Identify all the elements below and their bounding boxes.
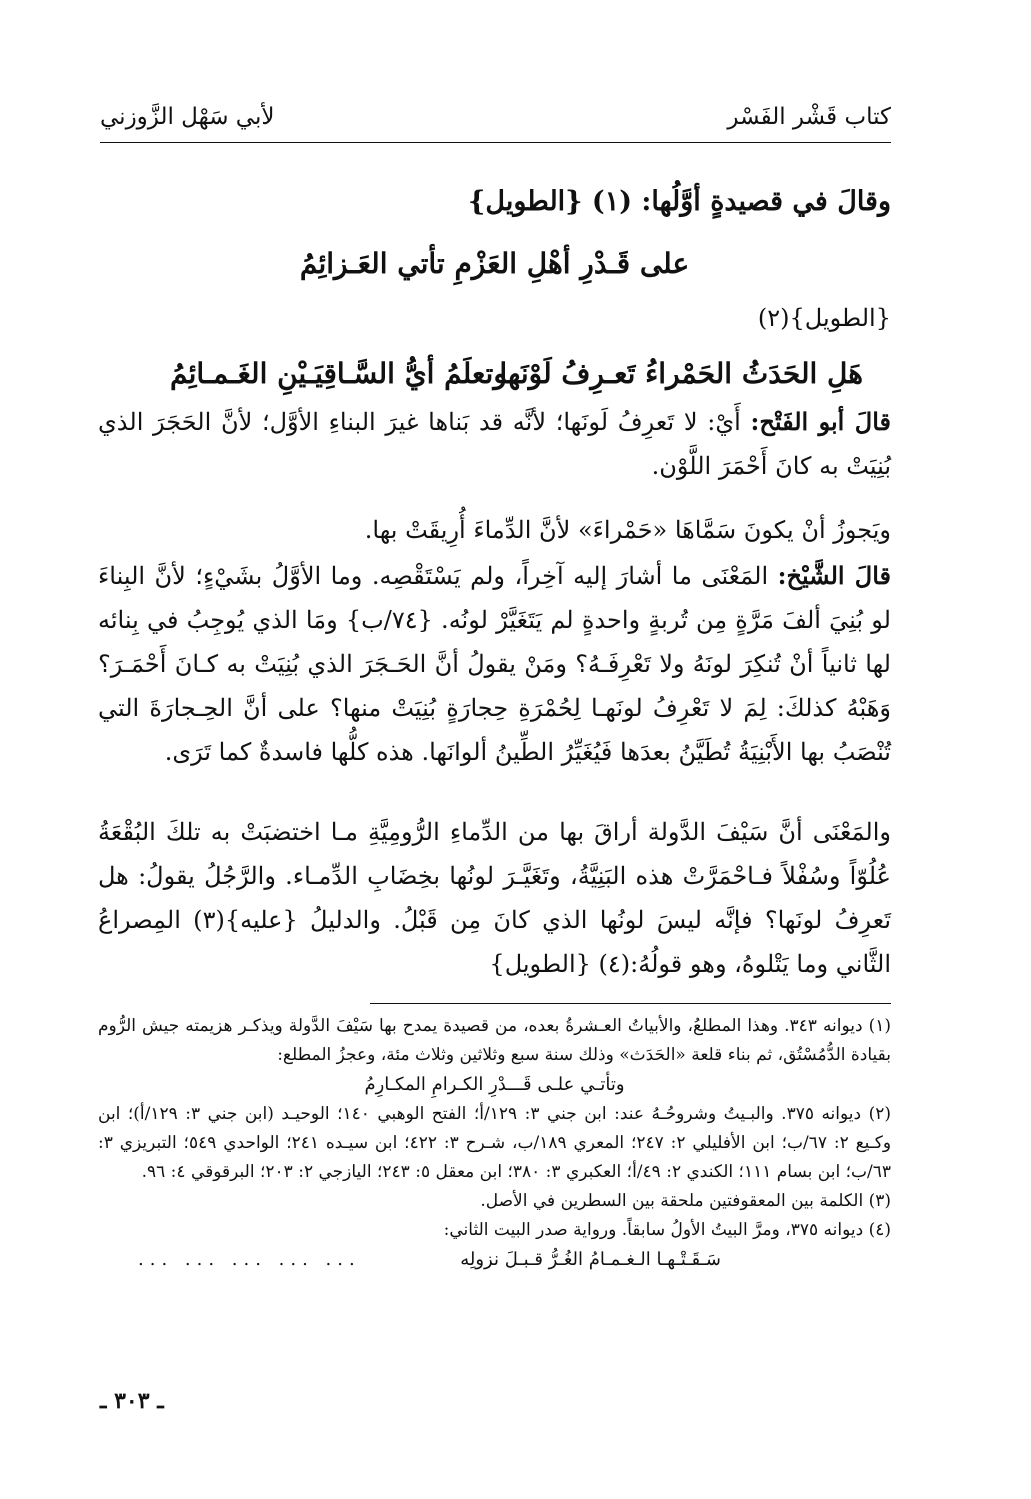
commentary-alternative: ويَجوزُ أنْ يكونَ سَمَّاهَا «حَمْراءَ» لأنَّ الدِّماءَ أُرِيقَتْ بها. xyxy=(364,516,891,544)
footnotes xyxy=(98,1012,891,1275)
author-name: لأبي سَهْل الزَّوزني xyxy=(100,104,275,130)
footnote-rule xyxy=(370,1003,891,1004)
main-verse xyxy=(98,352,891,396)
verse-second-hemistich: وتعلَمُ أيُّ السَّـاقِيَـيْنِ الغَـمـائِمُ xyxy=(170,357,507,390)
commentary-text: أَيْ: لا تَعرِفُ لَونَها؛ لأنَّه قد بَناها غيرَ البناءِ الأوَّل؛ لأنَّ الحَجَرَ الذي بُنِيَتْ به كانَ أَحْمَرَ اللَّوْن. xyxy=(98,408,891,480)
footnote-1-verse: وتأتـي علـى قَـــدْرِ الكـرامِ المكـارِمُ xyxy=(364,1074,625,1095)
poem-intro: وقالَ في قصيدةٍ أوَّلُها: (١) {الطويل} xyxy=(468,186,891,217)
footnote-4: (٤) ديوانه ٣٧٥، ومرَّ البيتُ الأولُ سابقاً. ورواية صدر البيت الثاني: xyxy=(443,1220,891,1240)
meter-label: {الطويل}(٢) xyxy=(757,304,891,332)
verse-first-hemistich: هَلِ الحَدَثُ الحَمْراءُ تَعـرِفُ لَوْنَها xyxy=(499,357,863,390)
page-number: ـ ٣٠٣ ـ xyxy=(100,1388,164,1414)
header-rule xyxy=(100,142,891,143)
footnote-4-verse-second: ... ... ... ... ... xyxy=(138,1249,361,1270)
footnote-4-verse-first: سَـقَـتْـهـا الـغـمـامُ الغُـرُّ قـبـلَ نزولِه xyxy=(460,1249,721,1270)
commentary-sheikh xyxy=(98,554,891,774)
commentator-label: قالَ أبو الفَتْح: xyxy=(750,407,891,436)
footnote-1: (١) ديوانه ٣٤٣. وهذا المطلعُ، والأبياتُ العـشرةُ بعده، من قصيدة يمدح بها سَيْفَ الدَّولة ويذكـر هزيمته جيش الرُّوم بقيادة الدُّمُسْتُق، ثم بناء قلعة «الحَدَث» وذلك سنة سبع وثلاثين وثلاث مئة، وعجزُ المطلع: xyxy=(98,1016,891,1065)
footnote-3: (٣) الكلمة بين المعقوفتين ملحقة بين السطرين في الأصل. xyxy=(480,1191,891,1211)
footnote-2: (٢) ديوانه ٣٧٥. والبـيتُ وشروحُـهُ عند: ابن جني ٣: ١٢٩/أ؛ الفتح الوهبي ١٤٠؛ الوحيـد (ابن جني ٣: ١٢٩/أ)؛ ابن وكـيع ٢: ٦٧/ب؛ ابن الأفليلي ٢: ٢٤٧؛ المعري ١٨٩/ب، شـرح ٣: ٤٢٢؛ ابن سيـده ٢٤١؛ الواحدي ٥٤٩؛ التبريزي ٣: ٦٣/ب؛ ابن بسام ١١١؛ الكندي ٢: ٤٩/أ؛ العكبري ٣: ٣٨٠؛ ابن معقل ٥: ٢٤٣؛ اليازجي ٢: ٢٠٣؛ البرقوقي ٤: ٩٦. xyxy=(98,1104,892,1182)
book-title: كتاب قَشْر الفَسْر xyxy=(727,104,891,130)
meaning-paragraph: والمَعْنَى أنَّ سَيْفَ الدَّولة أراقَ بها من الدِّماءِ الرُّومِيَّةِ مـا اختضبَتْ به تلكَ البُقْعَةُ عُلُوّاً وسُفْلاً فـاحْمَرَّتْ هذه البَنِيَّةُ، وتَغَيَّـرَ لونُها بخِضَابِ الدِّمـاء. والرَّجُلُ يقولُ: هل تَعرِفُ لونَها؟ فإنَّه ليسَ لونُها الذي كانَ مِن قَبْلُ. والدليلُ {عليه}(٣) المِصراعُ الثَّاني وما يَتْلوهُ، وهو قولُهُ:(٤) {الطويل} xyxy=(98,818,892,978)
sheikh-text: المَعْنَى ما أشارَ إليه آخِراً، ولم يَسْتَقْصِه. وما الأوَّلُ بشَيْءٍ؛ لأنَّ البِناءَ لو بُنِيَ ألفَ مَرَّةٍ مِن تُربةٍ واحدةٍ لم يَتَغَيَّرْ لونُه. {٧٤/ب} ومَا الذي يُوجِبُ في بِنائه لها ثانياً أنْ تُنكِرَ لونَهُ ولا تَعْرِفَـهُ؟ ومَنْ يقولُ أنَّ الحَـجَرَ الذي بُنِيَتْ به كـانَ أَحْمَـرَ؟ وَهَبْهُ كذلكَ: لِمَ لا تَعْرِفُ لونَهـا لِحُمْرَةِ حِجارَةٍ بُنِيَتْ منها؟ على أنَّ الحِـجارَةَ التي تُنْصَبُ بها الأَبْنِيَةُ تُطَيَّنُ بعدَها فَيُغَيِّرُ الطِّينُ ألوانَها. هذه كلُّها فاسدةٌ كما تَرَى. xyxy=(98,562,891,766)
footnote-4-verse xyxy=(98,1245,891,1275)
opening-verse: على قَـدْرِ أهْلِ العَزْمِ تأتي العَـزائِمُ xyxy=(299,247,690,280)
sheikh-label: قالَ الشَّيْخ: xyxy=(777,561,891,590)
running-header xyxy=(100,102,891,142)
commentary-abu-alfath xyxy=(98,400,891,488)
